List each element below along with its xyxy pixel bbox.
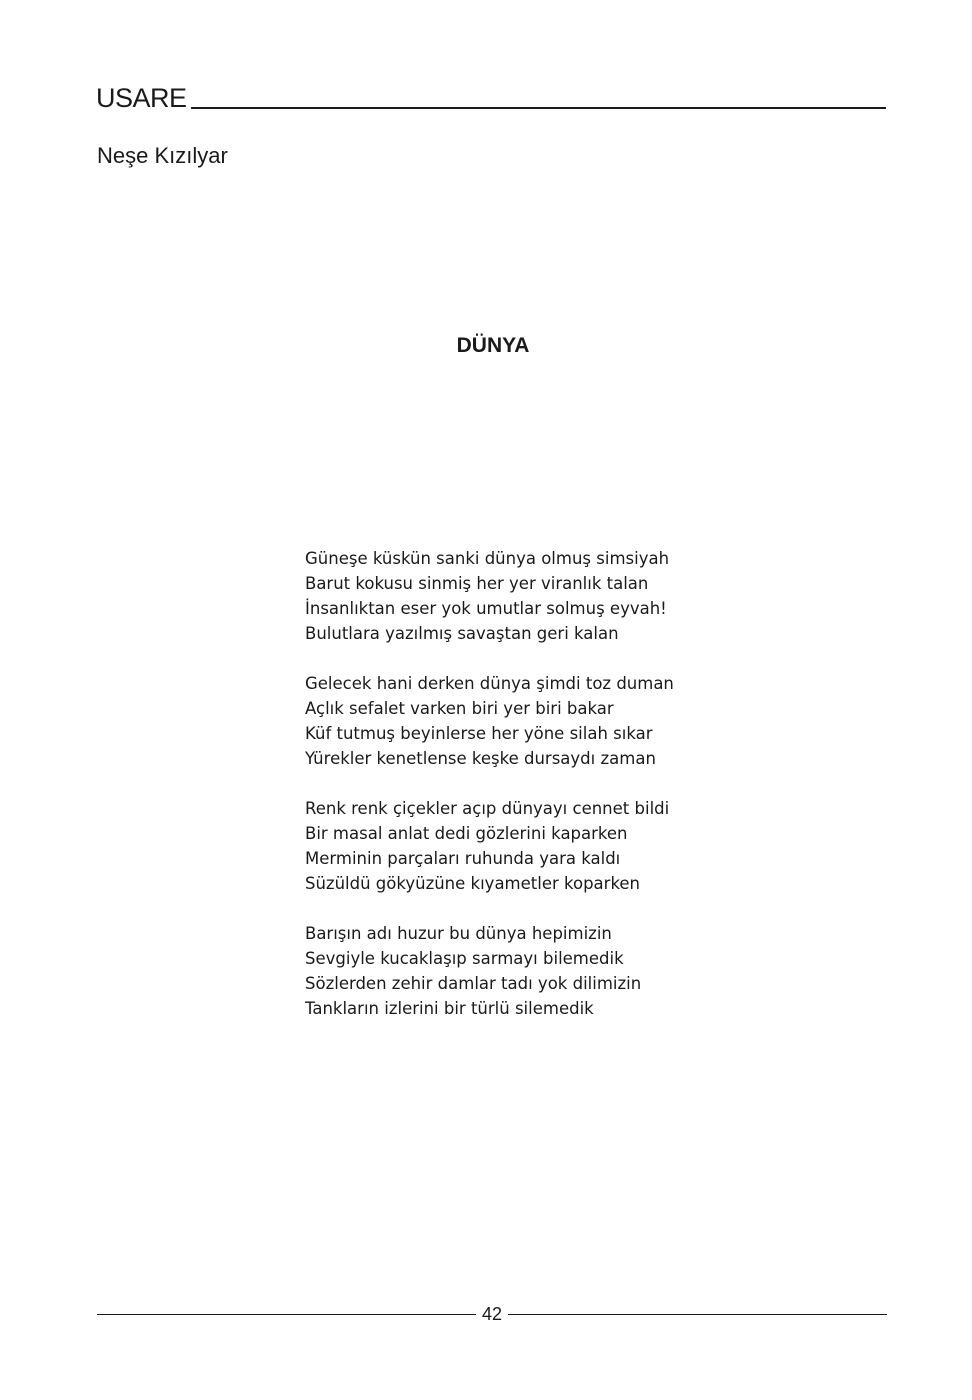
- poem-line: Süzüldü gökyüzüne kıyametler koparken: [305, 874, 641, 893]
- poem-line: Barut kokusu sinmiş her yer viranlık talan: [305, 574, 649, 593]
- poem-line: Sözlerden zehir damlar tadı yok dilimizin: [305, 974, 642, 993]
- poem-line: Gelecek hani derken dünya şimdi toz duman: [305, 674, 674, 693]
- poem-line: Sevgiyle kucaklaşıp sarmayı bilemedik: [305, 949, 624, 968]
- page-number: 42: [481, 1304, 503, 1324]
- poem-line: Merminin parçaları ruhunda yara kaldı: [305, 849, 621, 868]
- footer-rule-left: [97, 1314, 476, 1315]
- poem-line: Küf tutmuş beyinlerse her yöne silah sıkar: [305, 724, 653, 743]
- page-header: [96, 80, 886, 112]
- poem-line: İnsanlıktan eser yok umutlar solmuş eyvah!: [305, 599, 667, 618]
- poem-line: Tankların izlerini bir türlü silemedik: [305, 999, 594, 1018]
- poem-line: Bulutlara yazılmış savaştan geri kalan: [305, 624, 619, 643]
- poem-title: DÜNYA: [456, 334, 530, 357]
- stanza: [305, 921, 674, 1021]
- journal-name: USARE: [96, 83, 187, 113]
- poem-line: Güneşe küskün sanki dünya olmuş simsiyah: [305, 549, 670, 568]
- author-name: Neşe Kızılyar: [97, 143, 228, 168]
- header-rule: [191, 107, 886, 109]
- footer-rule-right: [508, 1314, 887, 1315]
- poem-line: Yürekler kenetlense keşke dursaydı zaman: [305, 749, 656, 768]
- page-footer: [97, 1301, 887, 1327]
- poem-line: Açlık sefalet varken biri yer biri bakar: [305, 699, 614, 718]
- poem-line: Renk renk çiçekler açıp dünyayı cennet bildi: [305, 799, 670, 818]
- stanza: [305, 796, 674, 896]
- poem-body: [305, 546, 674, 1046]
- poem-line: Bir masal anlat dedi gözlerini kaparken: [305, 824, 628, 843]
- stanza: [305, 546, 674, 646]
- poem-line: Barışın adı huzur bu dünya hepimizin: [305, 924, 612, 943]
- stanza: [305, 671, 674, 771]
